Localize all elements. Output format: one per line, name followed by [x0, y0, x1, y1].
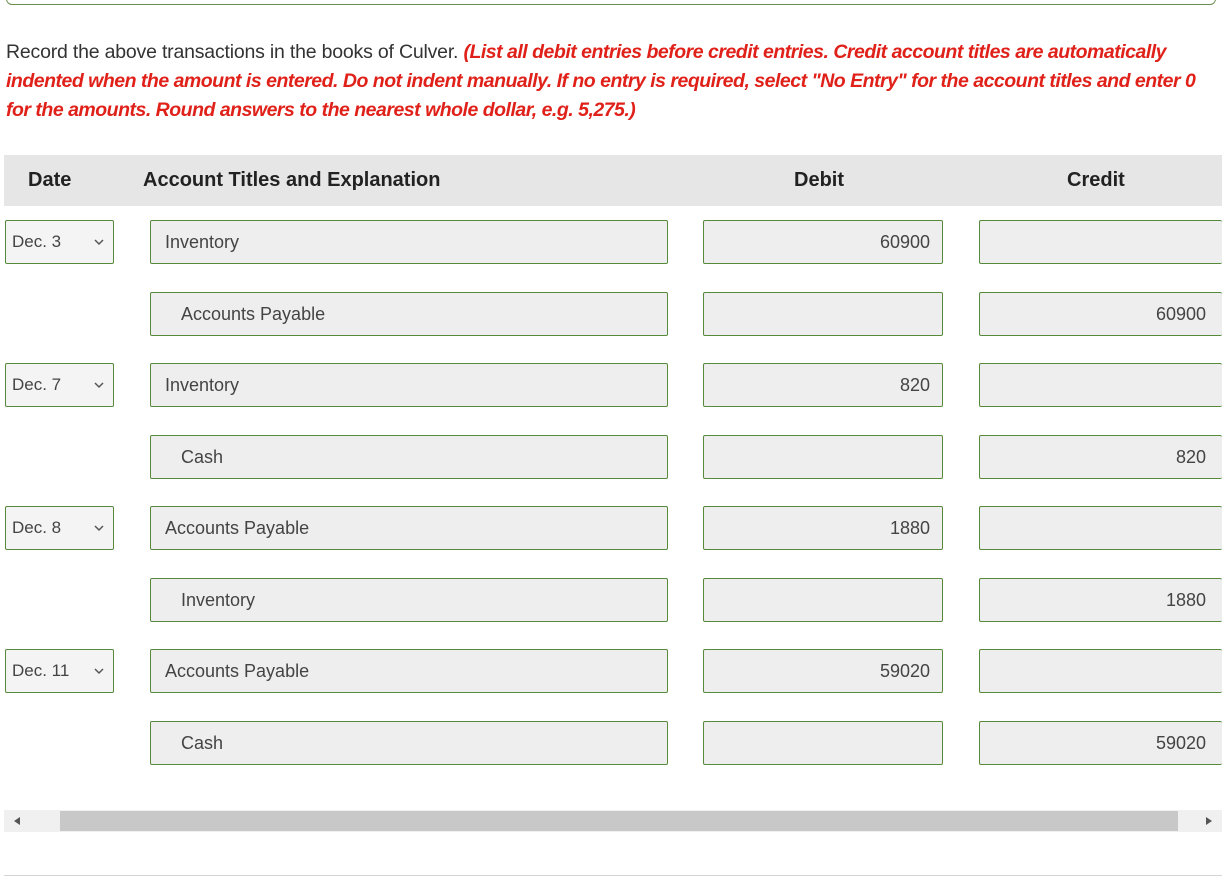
account-title-field[interactable]: Accounts Payable	[150, 506, 668, 550]
date-select-value: Dec. 8	[12, 518, 62, 537]
debit-amount-field[interactable]	[703, 435, 943, 479]
header-date: Date	[28, 169, 72, 191]
date-select[interactable]	[5, 220, 114, 264]
date-select[interactable]	[5, 649, 114, 693]
chevron-down-icon	[93, 364, 105, 406]
credit-amount-field[interactable]: 60900	[979, 292, 1222, 336]
chevron-down-icon	[93, 650, 105, 692]
instructions-emphasis: (List all debit entries before credit entries. Credit account titles are automatically indented when the amount is entered. Do not indent manually. If no entry is required, select "No Entry" for the account titles and enter 0 for the amounts. Round answers to the nearest whole dollar, e.g. 5,275.)	[6, 41, 1196, 121]
date-select-value: Dec. 11	[12, 661, 70, 680]
account-title-field[interactable]: Cash	[150, 721, 668, 765]
chevron-down-icon	[93, 221, 105, 263]
triangle-left-icon[interactable]	[6, 810, 28, 832]
debit-amount-field[interactable]	[703, 721, 943, 765]
debit-amount-field[interactable]	[703, 578, 943, 622]
credit-amount-field[interactable]: 820	[979, 435, 1222, 479]
account-title-field[interactable]: Inventory	[150, 578, 668, 622]
table-header	[4, 155, 1222, 206]
header-debit: Debit	[794, 169, 844, 191]
debit-amount-field[interactable]: 59020	[703, 649, 943, 693]
credit-amount-field[interactable]: 1880	[979, 578, 1222, 622]
credit-amount-field[interactable]	[979, 363, 1222, 407]
account-title-field[interactable]: Cash	[150, 435, 668, 479]
credit-amount-field[interactable]	[979, 220, 1222, 264]
instructions	[6, 38, 1218, 125]
header-credit: Credit	[1067, 169, 1125, 191]
account-title-field[interactable]: Accounts Payable	[150, 649, 668, 693]
account-title-field[interactable]: Inventory	[150, 220, 668, 264]
date-select-value: Dec. 3	[12, 232, 62, 251]
debit-amount-field[interactable]: 60900	[703, 220, 943, 264]
header-account-titles: Account Titles and Explanation	[143, 169, 441, 191]
credit-amount-field[interactable]: 59020	[979, 721, 1222, 765]
scrollbar-thumb[interactable]	[60, 811, 1178, 831]
previous-section-box	[6, 0, 1216, 5]
triangle-right-icon[interactable]	[1198, 810, 1220, 832]
date-select-value: Dec. 7	[12, 375, 62, 394]
date-select[interactable]	[5, 363, 114, 407]
horizontal-scrollbar[interactable]	[4, 810, 1222, 832]
account-title-field[interactable]: Inventory	[150, 363, 668, 407]
divider	[4, 875, 1222, 876]
debit-amount-field[interactable]	[703, 292, 943, 336]
debit-amount-field[interactable]: 820	[703, 363, 943, 407]
debit-amount-field[interactable]: 1880	[703, 506, 943, 550]
credit-amount-field[interactable]	[979, 506, 1222, 550]
credit-amount-field[interactable]	[979, 649, 1222, 693]
instructions-text: Record the above transactions in the books of Culver.	[6, 41, 459, 63]
chevron-down-icon	[93, 507, 105, 549]
date-select[interactable]	[5, 506, 114, 550]
account-title-field[interactable]: Accounts Payable	[150, 292, 668, 336]
